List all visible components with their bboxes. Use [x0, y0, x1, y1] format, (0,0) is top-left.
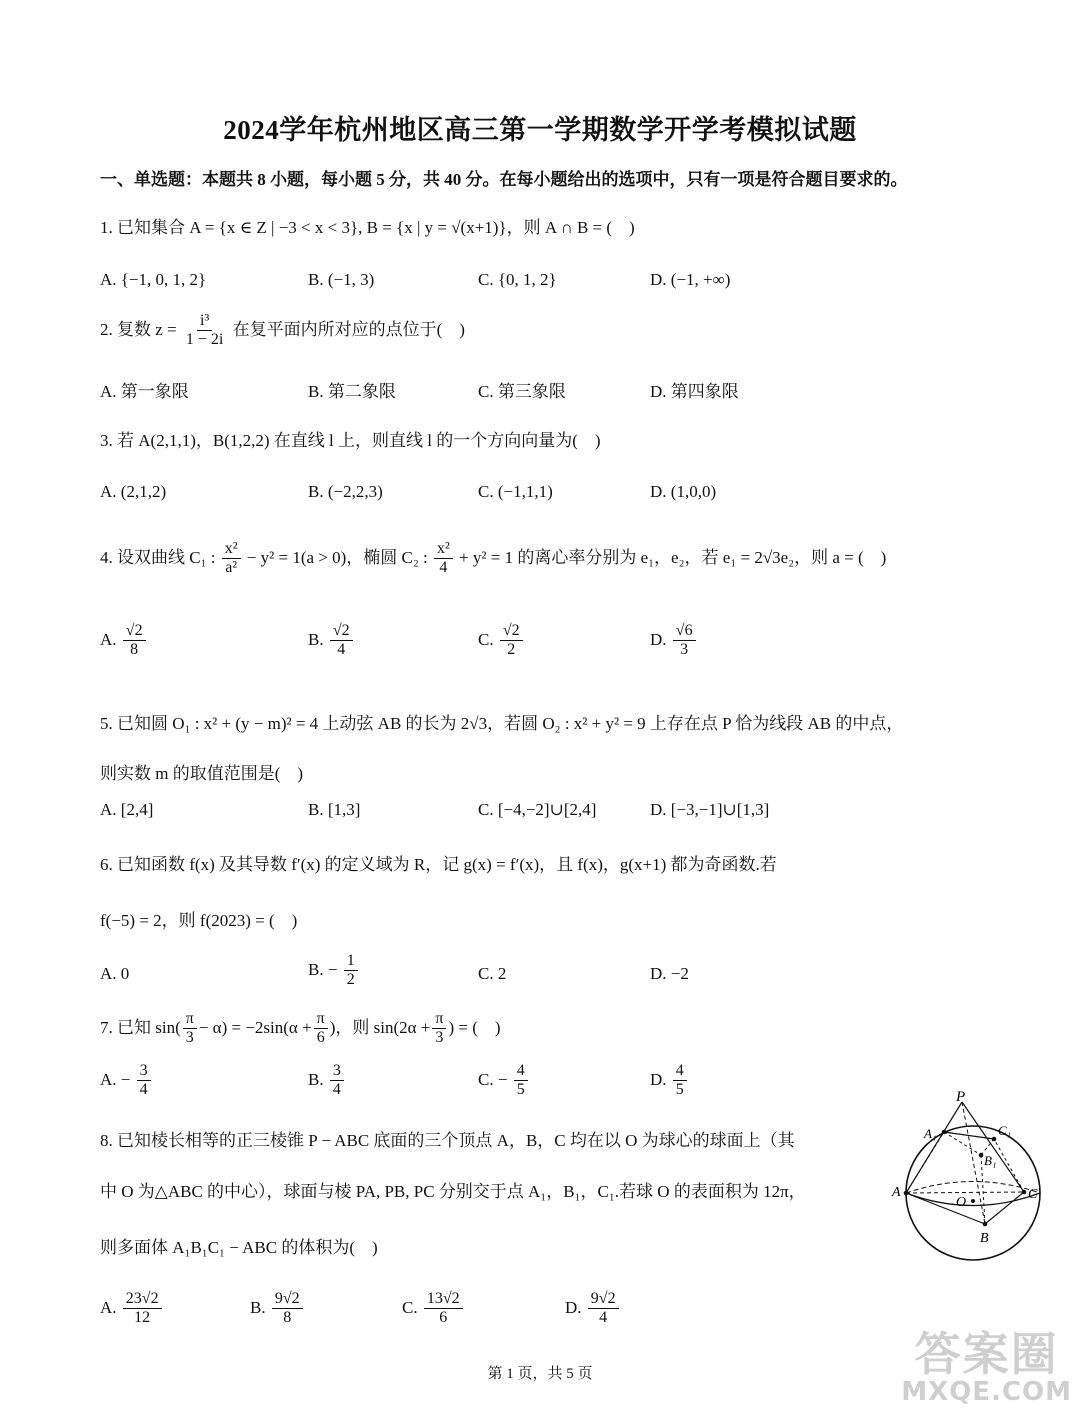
point-c: [1022, 1190, 1027, 1195]
q7-option-d: [650, 1062, 689, 1100]
q7-opt-d-label: D.: [650, 1069, 667, 1089]
q8-opt-c-den: 6: [439, 1309, 448, 1327]
q6-opt-b-den: 2: [346, 971, 355, 989]
q2-frac-num: i³: [197, 312, 212, 331]
q1-option-c: C. {0, 1, 2}: [478, 270, 557, 289]
q7-opt-c-num: 4: [514, 1062, 528, 1081]
q7-f1-den: 3: [185, 1029, 194, 1047]
label-a: A: [892, 1185, 901, 1200]
q7-opt-b-fraction: [330, 1062, 344, 1100]
q2-fraction: [183, 312, 226, 350]
q7-mid-2: )，则 sin(2α +: [329, 1017, 431, 1037]
q8-opt-c-fraction: [424, 1290, 463, 1328]
q5-option-b: B. [1,3]: [308, 800, 361, 819]
q1-option-b: B. (−1, 3): [308, 270, 375, 289]
q2-pre: 2. 复数 z =: [100, 319, 177, 339]
q6-option-a: A. 0: [100, 964, 130, 983]
label-c1: C₁: [998, 1123, 1012, 1138]
q8-opt-b-label: B.: [250, 1297, 266, 1317]
label-o: O: [956, 1195, 967, 1210]
q7-opt-a-den: 4: [139, 1081, 148, 1099]
section-heading: 一、单选题：本题共 8 小题，每小题 5 分，共 40 分。在每小题给出的选项中，只有一项是符合题目要求的。: [100, 170, 908, 189]
q8-line-2: 中 O 为△ABC 的中心），球面与棱 PA, PB, PC 分别交于点 A₁，B₁，C₁.若球 O 的表面积为 12π，: [100, 1182, 806, 1201]
q7-stem: [100, 1010, 501, 1048]
point-c1: [992, 1137, 997, 1142]
q5-line-1: 5. 已知圆 O₁ : x² + (y − m)² = 4 上动弦 AB 的长为 2√3，若圆 O₂ : x² + y² = 9 上存在点 P 恰为线段 AB 的中点，: [100, 714, 904, 733]
q3-stem: 3. 若 A(2,1,1)，B(1,2,2) 在直线 l 上，则直线 l 的一个方向向量为( ): [100, 431, 601, 450]
q5-line-2: 则实数 m 的取值范围是( ): [100, 764, 304, 783]
center-dot: [971, 1199, 975, 1203]
q6-option-c: C. 2: [478, 964, 507, 983]
q4-opt-a-fraction: [123, 622, 146, 660]
label-b: B: [980, 1231, 989, 1246]
q8-opt-d-label: D.: [565, 1297, 582, 1317]
q4-f1-den: a²: [225, 559, 238, 577]
q8-opt-d-fraction: [588, 1290, 619, 1328]
q4-option-d: [650, 622, 698, 660]
q4-opt-d-den: 3: [680, 641, 689, 659]
q5-option-a: A. [2,4]: [100, 800, 154, 819]
q4-f1-num: x²: [222, 540, 241, 559]
q8-opt-a-num: 23√2: [123, 1290, 162, 1309]
q7-opt-d-num: 4: [673, 1062, 687, 1081]
q8-opt-a-fraction: [123, 1290, 162, 1328]
q6-option-b: [308, 952, 360, 990]
q3-option-b: B. (−2,2,3): [308, 482, 383, 501]
q7-f2-num: π: [314, 1010, 328, 1029]
q4-fraction-1: [222, 540, 241, 578]
q6-line-1: 6. 已知函数 f(x) 及其导数 f′(x) 的定义域为 R，记 g(x) = f′(x)，且 f(x)，g(x+1) 都为奇函数.若: [100, 855, 777, 874]
q7-opt-a-fraction: [137, 1062, 151, 1100]
q7-f3-den: 3: [435, 1029, 444, 1047]
q4-opt-a-label: A.: [100, 629, 117, 649]
label-p: P: [956, 1089, 966, 1105]
q4-fraction-2: [434, 540, 453, 578]
q4-option-a: [100, 622, 148, 660]
q4-f2-num: x²: [434, 540, 453, 559]
q7-opt-b-label: B.: [308, 1069, 324, 1089]
q8-opt-a-den: 12: [134, 1309, 151, 1327]
q4-opt-a-num: √2: [123, 622, 146, 641]
q8-option-a: [100, 1290, 164, 1328]
q3-option-c: C. (−1,1,1): [478, 482, 553, 501]
q6-line-2: f(−5) = 2，则 f(2023) = ( ): [100, 911, 298, 930]
q4-opt-b-num: √2: [330, 622, 353, 641]
q8-opt-b-den: 8: [283, 1309, 292, 1327]
q4-opt-c-label: C.: [478, 629, 494, 649]
q1-stem: 1. 已知集合 A = {x ∈ Z | −3 < x < 3}, B = {x | y = √(x+1)}，则 A ∩ B = ( ): [100, 218, 635, 237]
q2-option-c: C. 第三象限: [478, 382, 566, 401]
watermark-line-2: MXQE.COM: [901, 1377, 1072, 1407]
q6-option-d: D. −2: [650, 964, 689, 983]
q7-f2-den: 6: [316, 1029, 325, 1047]
q4-opt-c-num: √2: [500, 622, 523, 641]
q3-option-a: A. (2,1,2): [100, 482, 167, 501]
edge-c-c1: [994, 1139, 1024, 1192]
q8-opt-b-num: 9√2: [272, 1290, 303, 1309]
q4-option-c: [478, 622, 525, 660]
q3-option-d: D. (1,0,0): [650, 482, 717, 501]
q8-opt-c-label: C.: [402, 1297, 418, 1317]
q4-f2-den: 4: [439, 559, 448, 577]
q6-opt-b-fraction: [344, 952, 358, 990]
label-b1: B₁: [984, 1153, 997, 1168]
q7-opt-c-label: C. −: [478, 1069, 508, 1089]
q2-stem: [100, 312, 465, 350]
edge-pc: [962, 1102, 1024, 1192]
q8-opt-d-num: 9√2: [588, 1290, 619, 1309]
q4-post: + y² = 1 的离心率分别为 e₁，e₂，若 e₁ = 2√3e₂，则 a = ( ): [459, 547, 887, 567]
q7-opt-a-num: 3: [137, 1062, 151, 1081]
q8-option-b: [250, 1290, 305, 1328]
q8-opt-a-label: A.: [100, 1297, 117, 1317]
q7-opt-d-fraction: [673, 1062, 687, 1100]
q2-post: 在复平面内所对应的点位于( ): [232, 319, 465, 339]
edge-bc: [985, 1192, 1024, 1224]
q2-frac-den: 1 − 2i: [185, 331, 224, 349]
q5-option-c: C. [−4,−2]∪[2,4]: [478, 800, 597, 819]
q4-opt-c-fraction: [500, 622, 523, 660]
q7-option-b: [308, 1062, 346, 1100]
q7-opt-b-num: 3: [330, 1062, 344, 1081]
q7-opt-c-fraction: [514, 1062, 528, 1100]
point-a1: [942, 1130, 947, 1135]
q7-post: ) = ( ): [448, 1017, 501, 1037]
label-c: C: [1028, 1187, 1038, 1202]
q2-option-d: D. 第四象限: [650, 382, 739, 401]
sphere-pyramid-figure: [888, 1088, 1058, 1273]
q4-opt-d-fraction: [673, 622, 696, 660]
q7-opt-c-den: 5: [516, 1081, 525, 1099]
q7-option-a: [100, 1062, 153, 1100]
edge-ac: [906, 1192, 1024, 1193]
q4-opt-a-den: 8: [130, 641, 139, 659]
edge-a1b1: [944, 1132, 981, 1155]
q1-option-a: A. {−1, 0, 1, 2}: [100, 270, 207, 289]
point-a: [904, 1191, 909, 1196]
q7-opt-a-label: A. −: [100, 1069, 131, 1089]
sphere-outline: [906, 1126, 1040, 1260]
q8-opt-c-num: 13√2: [424, 1290, 463, 1309]
q4-opt-d-label: D.: [650, 629, 667, 649]
q4-opt-b-den: 4: [337, 641, 346, 659]
q6-opt-b-num: 1: [344, 952, 358, 971]
equator-back: [906, 1182, 1040, 1194]
q7-opt-b-den: 4: [332, 1081, 341, 1099]
q8-line-3: 则多面体 A₁B₁C₁ − ABC 的体积为( ): [100, 1238, 378, 1257]
q4-option-b: [308, 622, 355, 660]
label-a1: A₁: [924, 1126, 937, 1141]
q7-option-c: [478, 1062, 530, 1100]
q8-opt-d-den: 4: [599, 1309, 608, 1327]
q7-mid-1: − α) = −2sin(α +: [198, 1017, 312, 1037]
q4-opt-b-label: B.: [308, 629, 324, 649]
edge-ab: [906, 1193, 985, 1224]
point-b: [983, 1222, 988, 1227]
q4-stem: [100, 540, 886, 578]
q4-opt-d-num: √6: [673, 622, 696, 641]
q4-opt-b-fraction: [330, 622, 353, 660]
q1-option-d: D. (−1, +∞): [650, 270, 731, 289]
q4-pre: 4. 设双曲线 C₁ :: [100, 547, 216, 567]
point-b1: [979, 1153, 984, 1158]
q6-opt-b-label: B. −: [308, 959, 338, 979]
q8-line-1: 8. 已知棱长相等的正三棱锥 P − ABC 底面的三个顶点 A，B，C 均在以 O 为球心的球面上（其: [100, 1131, 795, 1150]
q2-option-a: A. 第一象限: [100, 382, 189, 401]
watermark-line-1: 答案圈: [914, 1327, 1059, 1381]
q7-opt-d-den: 5: [675, 1081, 684, 1099]
q8-option-c: [402, 1290, 465, 1328]
q7-f3-num: π: [432, 1010, 446, 1029]
q5-option-d: D. [−3,−1]∪[1,3]: [650, 800, 770, 819]
q7-fraction-2: [314, 1010, 328, 1048]
q4-opt-c-den: 2: [507, 641, 516, 659]
q2-option-b: B. 第二象限: [308, 382, 396, 401]
watermark-logo: [901, 1327, 1072, 1407]
page-title: 2024学年杭州地区高三第一学期数学开学考模拟试题: [223, 115, 857, 145]
page-footer: 第 1 页，共 5 页: [487, 1366, 593, 1382]
q7-f1-num: π: [183, 1010, 197, 1029]
edge-pa: [906, 1102, 962, 1193]
q7-fraction-1: [183, 1010, 197, 1048]
q8-option-d: [565, 1290, 621, 1328]
q4-mid: − y² = 1(a > 0)，椭圆 C₂ :: [246, 547, 428, 567]
q7-pre: 7. 已知 sin(: [100, 1017, 181, 1037]
q7-fraction-3: [432, 1010, 446, 1048]
q8-opt-b-fraction: [272, 1290, 303, 1328]
